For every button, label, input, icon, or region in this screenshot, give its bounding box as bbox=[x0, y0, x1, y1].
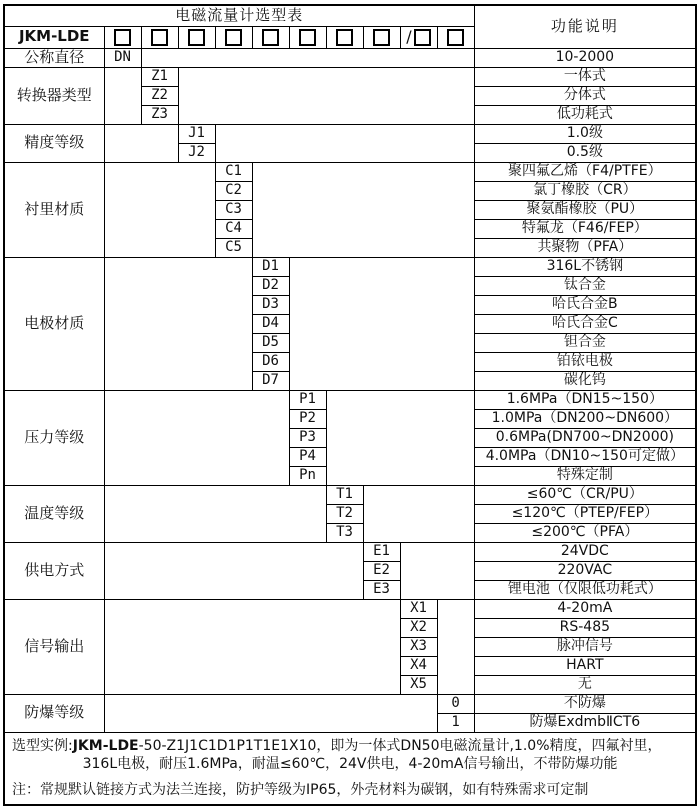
code-cell: D5 bbox=[252, 333, 289, 352]
checkbox-cell bbox=[363, 26, 400, 48]
filler-cell-right bbox=[400, 542, 474, 599]
example-line-2: 316L电极，耐压1.6MPa，耐温≤60℃，24V供电，4-20mA信号输出，不带防爆功能 bbox=[82, 756, 618, 773]
header-body bbox=[4, 5, 696, 48]
parameter-row bbox=[4, 257, 696, 276]
description-cell: 哈氏合金C bbox=[474, 314, 696, 333]
code-cell: X2 bbox=[400, 618, 437, 637]
description-cell: 分体式 bbox=[474, 86, 696, 105]
description-cell: 脉冲信号 bbox=[474, 637, 696, 656]
example-rest: -50-Z1J1C1D1P1T1E1X10，即为一体式DN50电磁流量计,1.0%精度，四氟衬里， bbox=[138, 737, 662, 754]
category-cell: 公称直径 bbox=[4, 48, 104, 67]
filler-cell-right bbox=[215, 124, 474, 162]
description-cell: 钽合金 bbox=[474, 333, 696, 352]
code-cell: P2 bbox=[289, 409, 326, 428]
code-cell: 1 bbox=[437, 713, 474, 732]
filler-cell-right bbox=[141, 48, 474, 67]
example-label: 选型实例: bbox=[12, 737, 73, 754]
code-cell: C1 bbox=[215, 162, 252, 181]
code-cell: D1 bbox=[252, 257, 289, 276]
title-row bbox=[4, 5, 696, 26]
filler-cell-right bbox=[326, 390, 474, 485]
checkbox-cell bbox=[178, 26, 215, 48]
code-cell: D4 bbox=[252, 314, 289, 333]
checkbox-icon bbox=[299, 29, 316, 46]
code-cell: X5 bbox=[400, 675, 437, 694]
description-cell: 聚氨酯橡胶（PU） bbox=[474, 200, 696, 219]
slash-separator: / bbox=[406, 26, 412, 46]
filler-cell-right bbox=[363, 485, 474, 542]
selection-table bbox=[3, 4, 697, 806]
checkbox-cell bbox=[104, 26, 141, 48]
checkbox-icon bbox=[336, 29, 353, 46]
category-cell: 信号输出 bbox=[4, 599, 104, 694]
parameter-row bbox=[4, 542, 696, 561]
category-cell: 压力等级 bbox=[4, 390, 104, 485]
code-cell: D6 bbox=[252, 352, 289, 371]
description-cell: 共聚物（PFA） bbox=[474, 238, 696, 257]
description-cell: 1.0MPa（DN200~DN600） bbox=[474, 409, 696, 428]
note-line: 注：常规默认链接方式为法兰连接，防护等级为IP65，外壳材料为碳钢，如有特殊需求可定制 bbox=[12, 782, 589, 799]
filler-cell-right bbox=[178, 67, 474, 124]
description-cell: 低功耗式 bbox=[474, 105, 696, 124]
description-cell: HART bbox=[474, 656, 696, 675]
filler-cell-left bbox=[104, 694, 437, 732]
footer-cell bbox=[4, 732, 696, 805]
description-cell: 10-2000 bbox=[474, 48, 696, 67]
filler-cell-left bbox=[104, 485, 326, 542]
filler-cell-right bbox=[252, 162, 474, 257]
description-cell: 防爆ExdmbⅡCT6 bbox=[474, 713, 696, 732]
description-cell: 一体式 bbox=[474, 67, 696, 86]
category-cell: 温度等级 bbox=[4, 485, 104, 542]
code-cell: Z2 bbox=[141, 86, 178, 105]
parameter-row bbox=[4, 599, 696, 618]
description-cell: RS-485 bbox=[474, 618, 696, 637]
groups-body bbox=[4, 48, 696, 732]
checkbox-icon bbox=[373, 29, 390, 46]
description-cell: 氯丁橡胶（CR） bbox=[474, 181, 696, 200]
category-cell: 转换器类型 bbox=[4, 67, 104, 124]
filler-cell-left bbox=[104, 67, 141, 124]
description-cell: 0.6MPa(DN700~DN2000) bbox=[474, 428, 696, 447]
description-cell: ≤200℃（PFA） bbox=[474, 523, 696, 542]
code-cell: E1 bbox=[363, 542, 400, 561]
parameter-row bbox=[4, 124, 696, 143]
checkbox-cell bbox=[437, 26, 474, 48]
filler-cell-left bbox=[104, 390, 289, 485]
description-cell: 特氟龙（F46/FEP） bbox=[474, 219, 696, 238]
code-cell: C4 bbox=[215, 219, 252, 238]
description-cell: 聚四氟乙烯（F4/PTFE） bbox=[474, 162, 696, 181]
parameter-row bbox=[4, 67, 696, 86]
model-prefix: JKM-LDE bbox=[4, 26, 104, 48]
description-cell: 铂铱电极 bbox=[474, 352, 696, 371]
code-cell: T2 bbox=[326, 504, 363, 523]
filler-cell-left bbox=[104, 124, 178, 162]
description-cell: 24VDC bbox=[474, 542, 696, 561]
description-cell: ≤120℃（PTEP/FEP） bbox=[474, 504, 696, 523]
filler-cell-right bbox=[437, 599, 474, 694]
code-cell: C2 bbox=[215, 181, 252, 200]
code-cell: T3 bbox=[326, 523, 363, 542]
description-cell: 锂电池（仅限低功耗式） bbox=[474, 580, 696, 599]
category-cell: 精度等级 bbox=[4, 124, 104, 162]
checkbox-icon bbox=[262, 29, 279, 46]
selection-sheet bbox=[3, 4, 696, 807]
description-cell: 4-20mA bbox=[474, 599, 696, 618]
description-cell: 无 bbox=[474, 675, 696, 694]
example-model-code: JKM-LDE bbox=[72, 737, 139, 754]
description-cell: 哈氏合金B bbox=[474, 295, 696, 314]
checkbox-icon bbox=[114, 29, 131, 46]
code-cell: D2 bbox=[252, 276, 289, 295]
code-cell: C5 bbox=[215, 238, 252, 257]
description-cell: 1.6MPa（DN15~150） bbox=[474, 390, 696, 409]
description-cell: ≤60℃（CR/PU） bbox=[474, 485, 696, 504]
code-cell: DN bbox=[104, 48, 141, 67]
checkbox-icon bbox=[414, 29, 431, 46]
code-cell: Z1 bbox=[141, 67, 178, 86]
description-cell: 220VAC bbox=[474, 561, 696, 580]
code-cell: X3 bbox=[400, 637, 437, 656]
checkbox-icon bbox=[188, 29, 205, 46]
filler-cell-right bbox=[289, 257, 474, 390]
checkbox-cell bbox=[252, 26, 289, 48]
category-cell: 衬里材质 bbox=[4, 162, 104, 257]
page-title: 电磁流量计选型表 bbox=[4, 5, 474, 26]
checkbox-icon bbox=[225, 29, 242, 46]
parameter-row bbox=[4, 694, 696, 713]
parameter-row bbox=[4, 485, 696, 504]
category-cell: 供电方式 bbox=[4, 542, 104, 599]
checkbox-icon bbox=[447, 29, 464, 46]
description-cell: 特殊定制 bbox=[474, 466, 696, 485]
example-line-1 bbox=[12, 737, 688, 756]
code-cell: 0 bbox=[437, 694, 474, 713]
code-cell: E2 bbox=[363, 561, 400, 580]
checkbox-cell bbox=[400, 26, 437, 48]
parameter-row bbox=[4, 390, 696, 409]
checkbox-cell bbox=[326, 26, 363, 48]
footer-row bbox=[4, 732, 696, 805]
code-cell: C3 bbox=[215, 200, 252, 219]
code-cell: Z3 bbox=[141, 105, 178, 124]
code-cell: D3 bbox=[252, 295, 289, 314]
parameter-row bbox=[4, 162, 696, 181]
description-cell: 碳化钨 bbox=[474, 371, 696, 390]
description-cell: 4.0MPa（DN10~150可定做） bbox=[474, 447, 696, 466]
checkbox-cell bbox=[141, 26, 178, 48]
code-cell: P4 bbox=[289, 447, 326, 466]
description-cell: 1.0级 bbox=[474, 124, 696, 143]
code-cell: T1 bbox=[326, 485, 363, 504]
code-cell: J2 bbox=[178, 143, 215, 162]
checkbox-cell bbox=[289, 26, 326, 48]
code-cell: X4 bbox=[400, 656, 437, 675]
category-cell: 电极材质 bbox=[4, 257, 104, 390]
filler-cell-left bbox=[104, 599, 400, 694]
filler-cell-left bbox=[104, 162, 215, 257]
code-cell: D7 bbox=[252, 371, 289, 390]
code-cell: Pn bbox=[289, 466, 326, 485]
checkbox-icon bbox=[151, 29, 168, 46]
checkbox-cell bbox=[215, 26, 252, 48]
filler-cell-left bbox=[104, 542, 363, 599]
code-cell: X1 bbox=[400, 599, 437, 618]
footer-body bbox=[4, 732, 696, 805]
code-cell: E3 bbox=[363, 580, 400, 599]
description-cell: 不防爆 bbox=[474, 694, 696, 713]
code-cell: P3 bbox=[289, 428, 326, 447]
category-cell: 防爆等级 bbox=[4, 694, 104, 732]
parameter-row bbox=[4, 48, 696, 67]
description-cell: 316L不锈钢 bbox=[474, 257, 696, 276]
code-cell: P1 bbox=[289, 390, 326, 409]
filler-cell-left bbox=[104, 257, 252, 390]
description-cell: 0.5级 bbox=[474, 143, 696, 162]
code-cell: J1 bbox=[178, 124, 215, 143]
function-column-header: 功能说明 bbox=[474, 5, 696, 48]
description-cell: 钛合金 bbox=[474, 276, 696, 295]
